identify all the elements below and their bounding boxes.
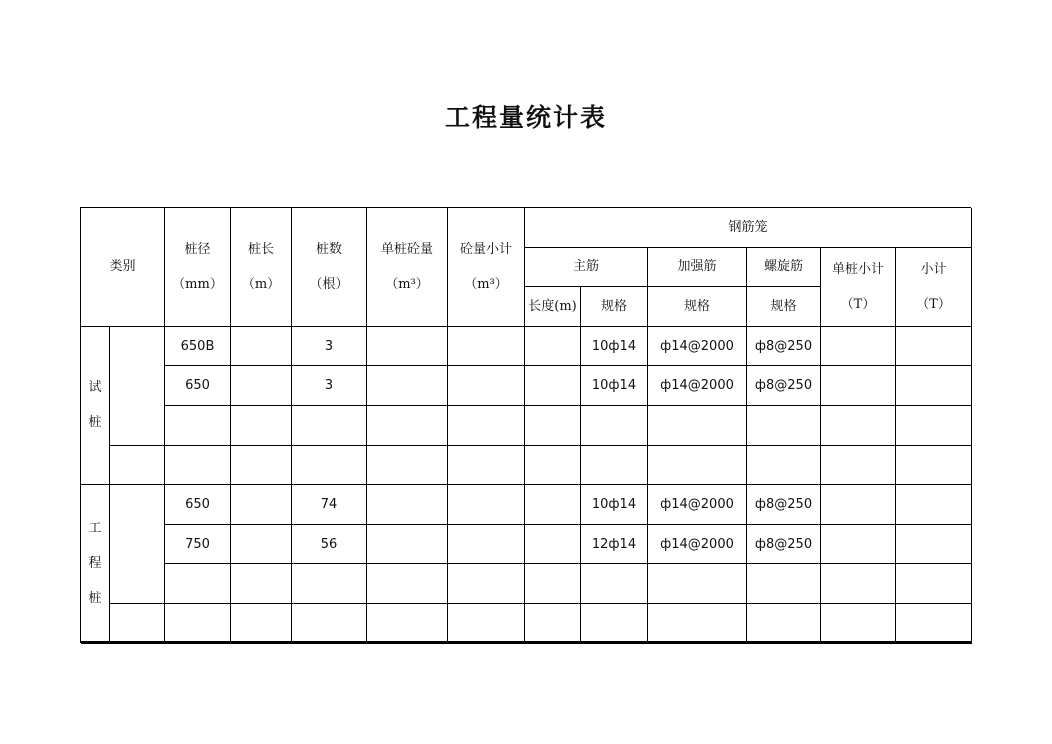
header-pile-length-label: 桩长 [247, 241, 274, 257]
cell-empty [448, 564, 525, 604]
header-rebar-cage [525, 208, 972, 248]
header-subtotal [896, 248, 972, 327]
cell-main-spec: 12ф14 [581, 525, 648, 565]
header-single-concrete-unit: （m³） [385, 276, 429, 292]
header-single-subtotal-label: 单桩小计 [831, 261, 884, 277]
group-project-pile-char: 工 [88, 521, 102, 537]
cell-main-length [525, 485, 581, 525]
header-spiral [747, 248, 821, 288]
cell-subtotal [896, 327, 972, 367]
cell-empty [581, 564, 648, 604]
cell-subtotal [896, 525, 972, 565]
cell-empty [367, 446, 448, 486]
cell-diameter: 650 [165, 485, 231, 525]
cell-single-concrete [367, 525, 448, 565]
cell-empty [525, 564, 581, 604]
cell-empty [821, 564, 896, 604]
header-spec-stiffener [648, 287, 747, 327]
header-category [81, 208, 165, 327]
cell-count: 3 [292, 366, 367, 406]
cell-empty [292, 604, 367, 644]
cell-subtotal [896, 485, 972, 525]
cell-diameter: 750 [165, 525, 231, 565]
cell-length [231, 525, 292, 565]
header-spec-stiffener-label: 规格 [683, 298, 710, 314]
cell-empty [165, 604, 231, 644]
cell-empty [525, 446, 581, 486]
cell-stiffener-spec: ф14@2000 [648, 525, 747, 565]
cell-empty [821, 406, 896, 446]
header-rebar-cage-label: 钢筋笼 [728, 219, 768, 235]
header-stiffener [648, 248, 747, 288]
cell-count: 74 [292, 485, 367, 525]
cell-empty [165, 446, 231, 486]
header-spec-spiral-label: 规格 [770, 298, 797, 314]
cell-stiffener-spec: ф14@2000 [648, 485, 747, 525]
cell-empty [896, 604, 972, 644]
cell-length [231, 485, 292, 525]
header-main-bar-label: 主筋 [572, 259, 599, 275]
cell-single-subtotal [821, 366, 896, 406]
header-concrete-subtotal [448, 208, 525, 327]
cell-concrete-subtotal [448, 525, 525, 565]
cell-empty [448, 604, 525, 644]
cell-single-subtotal [821, 525, 896, 565]
cell-empty [448, 406, 525, 446]
cell-empty [231, 604, 292, 644]
cell-empty [292, 406, 367, 446]
cell-empty [747, 406, 821, 446]
header-spiral-label: 螺旋筋 [763, 259, 803, 275]
cell-spiral-spec: ф8@250 [747, 366, 821, 406]
header-category-label: 类别 [109, 259, 136, 275]
cell-empty [747, 446, 821, 486]
cell-empty [448, 446, 525, 486]
header-spec-spiral [747, 287, 821, 327]
cell-concrete-subtotal [448, 485, 525, 525]
cell-spiral-spec: ф8@250 [747, 485, 821, 525]
header-length-m [525, 287, 581, 327]
header-pile-diameter-unit: （mm） [172, 276, 223, 292]
cell-diameter: 650 [165, 366, 231, 406]
cell-empty [581, 406, 648, 446]
cell-main-spec: 10ф14 [581, 327, 648, 367]
cell-single-subtotal [821, 485, 896, 525]
cell-empty [747, 564, 821, 604]
header-subtotal-label: 小计 [920, 261, 947, 277]
header-single-subtotal [821, 248, 896, 327]
cell-empty [367, 406, 448, 446]
cell-main-length [525, 327, 581, 367]
header-single-subtotal-unit: （T） [840, 296, 876, 312]
page-title: 工程量统计表 [444, 103, 607, 132]
cell-empty [581, 604, 648, 644]
header-main-bar [525, 248, 648, 288]
header-pile-length-unit: （m） [241, 276, 281, 292]
cell-empty [747, 604, 821, 644]
cell-empty [165, 564, 231, 604]
cell-main-spec: 10ф14 [581, 485, 648, 525]
header-pile-diameter [165, 208, 231, 327]
cell-empty [896, 406, 972, 446]
cell-empty [648, 446, 747, 486]
header-single-concrete [367, 208, 448, 327]
cell-stiffener-spec: ф14@2000 [648, 327, 747, 367]
group-test-pile-char: 试 [88, 380, 102, 396]
cell-empty [367, 604, 448, 644]
cell-stiffener-spec: ф14@2000 [648, 366, 747, 406]
cell-count: 3 [292, 327, 367, 367]
header-subtotal-unit: （T） [916, 296, 951, 312]
cell-empty [110, 446, 165, 486]
header-length-m-label: 长度(m) [528, 298, 577, 314]
header-concrete-subtotal-label: 砼量小计 [459, 241, 512, 257]
header-spec-main-label: 规格 [600, 298, 627, 314]
header-spec-main [581, 287, 648, 327]
cell-empty [648, 406, 747, 446]
cell-single-concrete [367, 366, 448, 406]
table-grid [80, 207, 971, 641]
cell-spiral-spec: ф8@250 [747, 525, 821, 565]
cell-length [231, 366, 292, 406]
cell-main-length [525, 366, 581, 406]
header-pile-count-unit: （根） [309, 276, 349, 292]
group-project-pile [81, 485, 110, 643]
subgroup-cell [110, 485, 165, 604]
cell-count: 56 [292, 525, 367, 565]
cell-concrete-subtotal [448, 366, 525, 406]
cell-single-concrete [367, 485, 448, 525]
cell-empty [648, 564, 747, 604]
cell-empty [821, 604, 896, 644]
cell-empty [525, 406, 581, 446]
cell-single-subtotal [821, 327, 896, 367]
cell-empty [231, 564, 292, 604]
cell-empty [165, 406, 231, 446]
cell-main-length [525, 525, 581, 565]
quantity-table [80, 207, 971, 643]
header-pile-count [292, 208, 367, 327]
cell-empty [292, 446, 367, 486]
cell-empty [231, 446, 292, 486]
cell-length [231, 327, 292, 367]
cell-diameter: 650B [165, 327, 231, 367]
group-project-pile-char: 桩 [88, 591, 102, 607]
cell-empty [367, 564, 448, 604]
cell-empty [231, 406, 292, 446]
subgroup-cell [110, 327, 165, 446]
cell-empty [292, 564, 367, 604]
cell-empty [525, 604, 581, 644]
header-pile-length [231, 208, 292, 327]
cell-single-concrete [367, 327, 448, 367]
cell-empty [896, 446, 972, 486]
cell-concrete-subtotal [448, 327, 525, 367]
header-single-concrete-label: 单桩砼量 [380, 241, 433, 257]
cell-empty [581, 446, 648, 486]
header-concrete-subtotal-unit: （m³） [464, 276, 508, 292]
group-test-pile [81, 327, 110, 485]
cell-empty [821, 446, 896, 486]
cell-empty [896, 564, 972, 604]
cell-main-spec: 10ф14 [581, 366, 648, 406]
group-project-pile-char: 程 [88, 556, 102, 572]
group-test-pile-char: 桩 [88, 415, 102, 431]
cell-spiral-spec: ф8@250 [747, 327, 821, 367]
header-pile-diameter-label: 桩径 [184, 241, 211, 257]
cell-empty [648, 604, 747, 644]
header-stiffener-label: 加强筋 [677, 259, 717, 275]
cell-empty [110, 604, 165, 644]
header-pile-count-label: 桩数 [315, 241, 342, 257]
cell-subtotal [896, 366, 972, 406]
